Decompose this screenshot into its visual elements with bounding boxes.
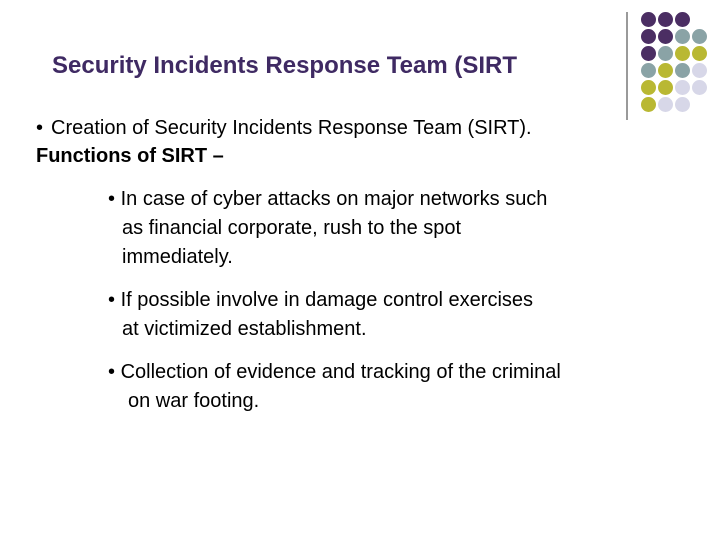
decorative-dot <box>675 46 690 61</box>
sub-bullet-3 <box>108 358 561 416</box>
decorative-dot <box>675 97 690 112</box>
decorative-dot <box>658 46 673 61</box>
decorative-dot <box>692 29 707 44</box>
bullet-icon: • <box>36 117 44 139</box>
bullet-icon: • <box>108 361 116 383</box>
sub-bullet-line: immediately. <box>122 246 233 268</box>
decorative-dot <box>675 12 690 27</box>
sub-bullet-line: at victimized establishment. <box>122 318 367 340</box>
decorative-dot <box>658 80 673 95</box>
bullet-icon: • <box>108 289 116 311</box>
decorative-dot <box>641 29 656 44</box>
functions-heading: Functions of SIRT – <box>36 145 224 167</box>
decorative-dot <box>692 80 707 95</box>
sub-bullet-1 <box>108 185 547 272</box>
decorative-dot <box>641 80 656 95</box>
slide-title: Security Incidents Response Team (SIRT <box>52 52 518 79</box>
decorative-dot <box>658 63 673 78</box>
sub-bullet-2 <box>108 286 533 344</box>
sub-bullet-line: • In case of cyber attacks on major networks such <box>108 188 548 210</box>
decorative-dot <box>675 63 690 78</box>
decorative-dot <box>658 97 673 112</box>
decorative-dot <box>641 46 656 61</box>
sub-bullet-line: • If possible involve in damage control exercises <box>108 289 534 311</box>
sub-bullet-line: as financial corporate, rush to the spot <box>122 217 462 239</box>
decorative-dot <box>658 29 673 44</box>
decorative-dot <box>675 80 690 95</box>
decorative-dot <box>641 12 656 27</box>
sub-bullet-line: on war footing. <box>128 390 260 412</box>
main-bullet-text: Creation of Security Incidents Response Team (SIRT). <box>51 117 532 139</box>
decorative-dot <box>675 29 690 44</box>
decorative-dot <box>692 46 707 61</box>
bullet-icon: • <box>108 188 116 210</box>
decorative-dot <box>641 97 656 112</box>
sub-bullet-line: • Collection of evidence and tracking of the criminal <box>108 361 561 383</box>
decorative-dot <box>658 12 673 27</box>
decorative-vertical-rule <box>626 12 628 120</box>
decorative-dot <box>692 63 707 78</box>
main-bullet <box>36 116 532 140</box>
decorative-dot <box>641 63 656 78</box>
